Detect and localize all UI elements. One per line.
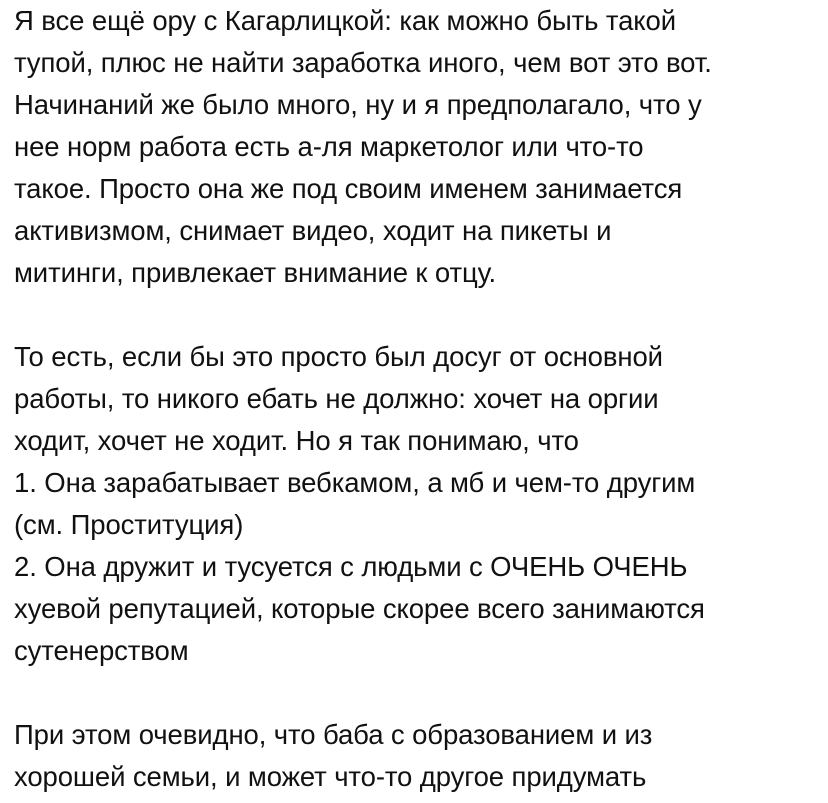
- text-line: сутенерством: [14, 635, 189, 666]
- text-line: такое. Просто она же под своим именем занимается: [14, 173, 683, 204]
- paragraph-spacer: [14, 294, 814, 336]
- text-line: (см. Проституция): [14, 509, 244, 540]
- post-body: [14, 0, 814, 798]
- list-item-1: 1. Она зарабатывает вебкамом, а мб и чем-то другим: [14, 467, 696, 498]
- list-item-2: 2. Она дружит и тусуется с людьми с ОЧЕНЬ ОЧЕНЬ: [14, 551, 688, 582]
- paragraph-3: [14, 714, 814, 798]
- text-line: митинги, привлекает внимание к отцу.: [14, 257, 497, 288]
- text-line: хуевой репутацией, которые скорее всего занимаются: [14, 593, 705, 624]
- paragraph-1: [14, 0, 814, 294]
- text-line: работы, то никого ебать не должно: хочет на оргии: [14, 383, 659, 414]
- text-line: хорошей семьи, и может что-то другое придумать: [14, 761, 647, 792]
- paragraph-spacer: [14, 672, 814, 714]
- text-line: нее норм работа есть а-ля маркетолог или что-то: [14, 131, 644, 162]
- text-line: активизмом, снимает видео, ходит на пикеты и: [14, 215, 612, 246]
- text-line: ходит, хочет не ходит. Но я так понимаю, что: [14, 425, 579, 456]
- text-line: Я все ещё ору с Кагарлицкой: как можно быть такой: [14, 5, 676, 36]
- text-line: При этом очевидно, что баба с образованием и из: [14, 719, 653, 750]
- text-line: То есть, если бы это просто был досуг от основной: [14, 341, 663, 372]
- text-line: тупой, плюс не найти заработка иного, чем вот это вот.: [14, 47, 712, 78]
- text-line: Начинаний же было много, ну и я предполагало, что у: [14, 89, 702, 120]
- paragraph-2: [14, 336, 814, 672]
